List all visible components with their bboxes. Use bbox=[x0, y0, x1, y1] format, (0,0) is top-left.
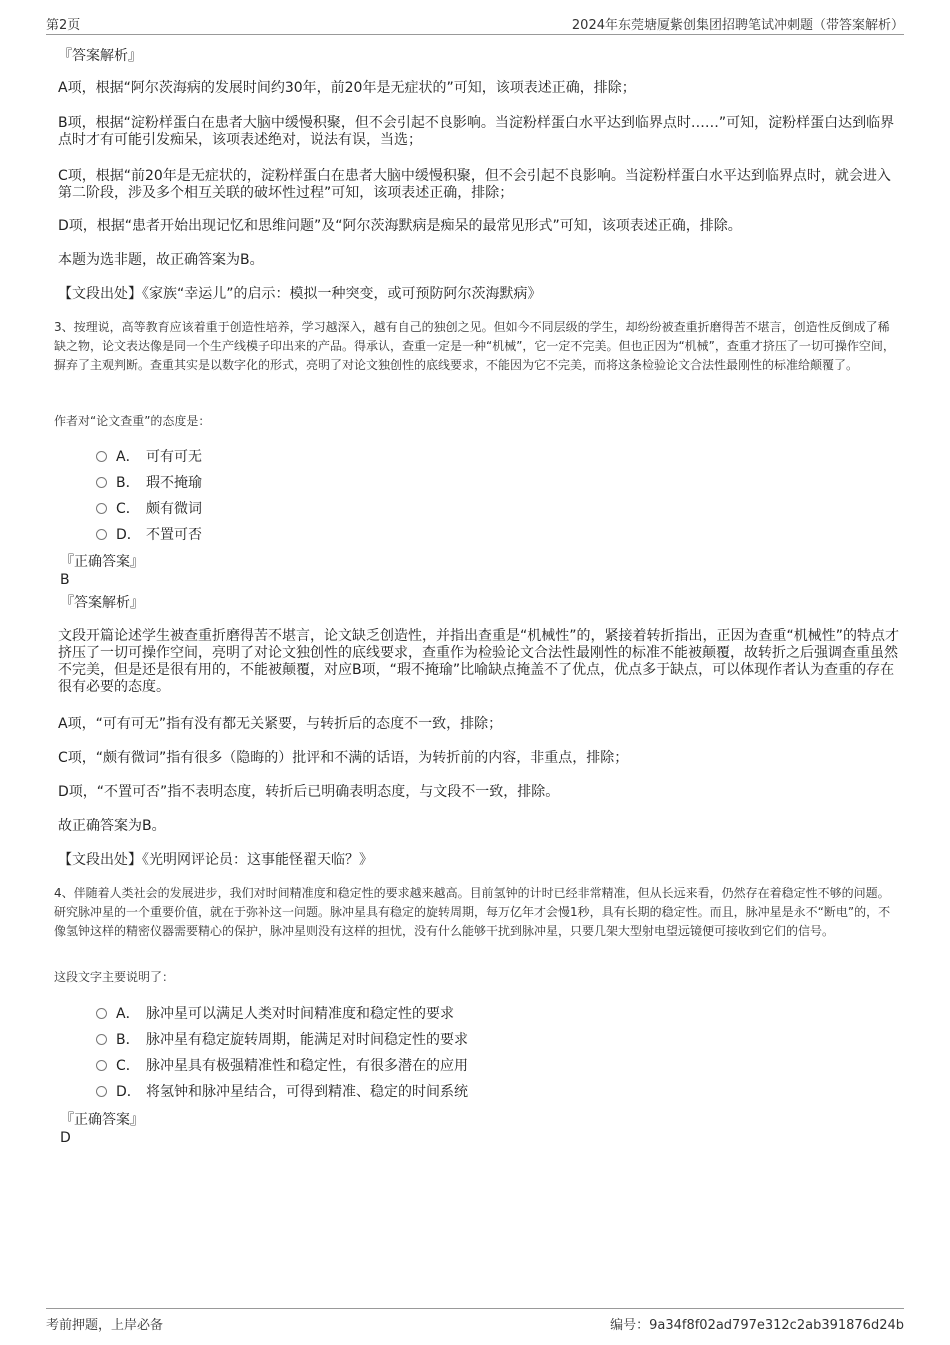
q3-option-a[interactable]: A． 可有可无 bbox=[96, 447, 202, 467]
correct-answer: B bbox=[60, 572, 70, 588]
document-id: 编号：9a34f8f02ad797e312c2ab391876d24b bbox=[610, 1318, 904, 1333]
source-label: 【文段出处】 bbox=[58, 852, 142, 868]
footer-slogan: 考前押题，上岸必备 bbox=[46, 1318, 164, 1333]
analysis-option-b: B项，根据“淀粉样蛋白在患者大脑中缓慢积聚，但不会引起不良影响。当淀粉样蛋白水平达到临界点时……”可知，淀粉样蛋白达到临界点时才有可能引发痴呆，该项表述绝对，说法有误，当选； bbox=[58, 115, 895, 148]
source-label: 【文段出处】 bbox=[58, 286, 142, 302]
radio-icon[interactable] bbox=[96, 1060, 107, 1071]
question-4-stem: 4、伴随着人类社会的发展进步，我们对时间精准度和稳定性的要求越来越高。目前氢钟的计时已经非常精准，但从长远来看，仍然存在着稳定性不够的问题。研究脉冲星的一个重要价值，就在于弥补这一问题。脉冲星具有稳定的旋转周期，每万亿年才会慢1秒，具有长期的稳定性。而且，脉冲星是永不“断电”的，不像氢钟这样的精密仪器需要精心的保护，脉冲星则没有这样的担忧，没有什么能够干扰到脉冲星，只要几架大型射电望远镜便可接收到它们的信号。 bbox=[54, 886, 891, 938]
analysis-label: 『答案解析』 bbox=[60, 595, 144, 611]
q4-option-c[interactable]: C． 脉冲星具有极强精准性和稳定性，有很多潜在的应用 bbox=[96, 1056, 468, 1076]
correct-answer-label: 『正确答案』 bbox=[60, 1112, 144, 1128]
radio-icon[interactable] bbox=[96, 1008, 107, 1019]
page-header bbox=[46, 14, 904, 35]
analysis-label: 『答案解析』 bbox=[58, 48, 142, 64]
q4-option-a[interactable]: A． 脉冲星可以满足人类对时间精准度和稳定性的要求 bbox=[96, 1004, 454, 1024]
page-footer bbox=[46, 1308, 904, 1337]
q4-option-b[interactable]: B． 脉冲星有稳定旋转周期，能满足对时间稳定性的要求 bbox=[96, 1030, 468, 1050]
question-4-prompt: 这段文字主要说明了： bbox=[54, 970, 175, 984]
correct-answer-label: 『正确答案』 bbox=[60, 554, 144, 570]
analysis-option-d: D项，根据“患者开始出现记忆和思维问题”及“阿尔茨海默病是痴呆的最常见形式”可知，该项表述正确，排除。 bbox=[58, 218, 742, 234]
analysis-option-a: A项，“可有可无”指有没有都无关紧要，与转折后的态度不一致，排除； bbox=[58, 716, 503, 732]
q3-option-c[interactable]: C． 颇有微词 bbox=[96, 499, 202, 519]
radio-icon[interactable] bbox=[96, 1086, 107, 1097]
correct-answer: D bbox=[60, 1130, 71, 1146]
radio-icon[interactable] bbox=[96, 451, 107, 462]
q3-option-b[interactable]: B． 瑕不掩瑜 bbox=[96, 473, 202, 493]
source-title: 《光明网评论员：这事能怪翟天临？》 bbox=[142, 852, 373, 868]
analysis-option-d: D项，“不置可否”指不表明态度，转折后已明确表明态度，与文段不一致，排除。 bbox=[58, 784, 560, 800]
radio-icon[interactable] bbox=[96, 477, 107, 488]
analysis-option-c: C项，“颇有微词”指有很多（隐晦的）批评和不满的话语，为转折前的内容，非重点，排除； bbox=[58, 750, 629, 766]
radio-icon[interactable] bbox=[96, 529, 107, 540]
analysis-conclusion: 故正确答案为B。 bbox=[58, 818, 166, 834]
document-title: 2024年东莞塘厦紫创集团招聘笔试冲刺题（带答案解析） bbox=[571, 18, 904, 33]
source-title: 《家族“幸运儿”的启示：模拟一种突变，或可预防阿尔茨海默病》 bbox=[142, 286, 542, 302]
analysis-option-a: A项，根据“阿尔茨海病的发展时间约30年，前20年是无症状的”可知，该项表述正确，排除； bbox=[58, 80, 636, 96]
page-number: 第2页 bbox=[46, 18, 81, 33]
analysis-body: 文段开篇论述学生被查重折磨得苦不堪言，论文缺乏创造性，并指出查重是“机械性”的，紧接着转折指出，正因为查重“机械性”的特点才挤压了一切可操作空间，亮明了对论文独创性的底线要求，查重作为检验论文合法性最刚性的标准不能被颠覆，故转折之后强调查重虽然不完美，但是还是很有用的，不能被颠覆，对应B项，“瑕不掩瑜”比喻缺点掩盖不了优点，优点多于缺点，可以体现作者认为查重的存在很有必要的态度。 bbox=[58, 628, 900, 695]
source-line bbox=[58, 286, 900, 303]
source-line bbox=[58, 852, 900, 869]
q4-option-d[interactable]: D． 将氢钟和脉冲星结合，可得到精准、稳定的时间系统 bbox=[96, 1082, 468, 1102]
q3-option-d[interactable]: D． 不置可否 bbox=[96, 525, 202, 545]
radio-icon[interactable] bbox=[96, 1034, 107, 1045]
analysis-conclusion: 本题为选非题，故正确答案为B。 bbox=[58, 252, 264, 268]
radio-icon[interactable] bbox=[96, 503, 107, 514]
analysis-option-c: C项，根据“前20年是无症状的，淀粉样蛋白在患者大脑中缓慢积聚，但不会引起不良影响。当淀粉样蛋白水平达到临界点时，就会进入第二阶段，涉及多个相互关联的破坏性过程”可知，该项表述正确，排除； bbox=[58, 168, 891, 201]
question-3-stem: 3、按理说，高等教育应该着重于创造性培养，学习越深入，越有自己的独创之见。但如今不同层级的学生，却纷纷被查重折磨得苦不堪言，创造性反倒成了稀缺之物，论文表达像是同一个生产线模子印出来的产品。得承认，查重一定是一种“机械”，它一定不完美。但也正因为“机械”，查重才挤压了一切可操作空间，摒弃了主观判断。查重其实是以数字化的形式，亮明了对论文独创性的底线要求，不能因为它不完美，而将这条检验论文合法性最刚性的标准给颠覆了。 bbox=[54, 320, 895, 372]
question-3-prompt: 作者对“论文查重”的态度是： bbox=[54, 414, 211, 428]
